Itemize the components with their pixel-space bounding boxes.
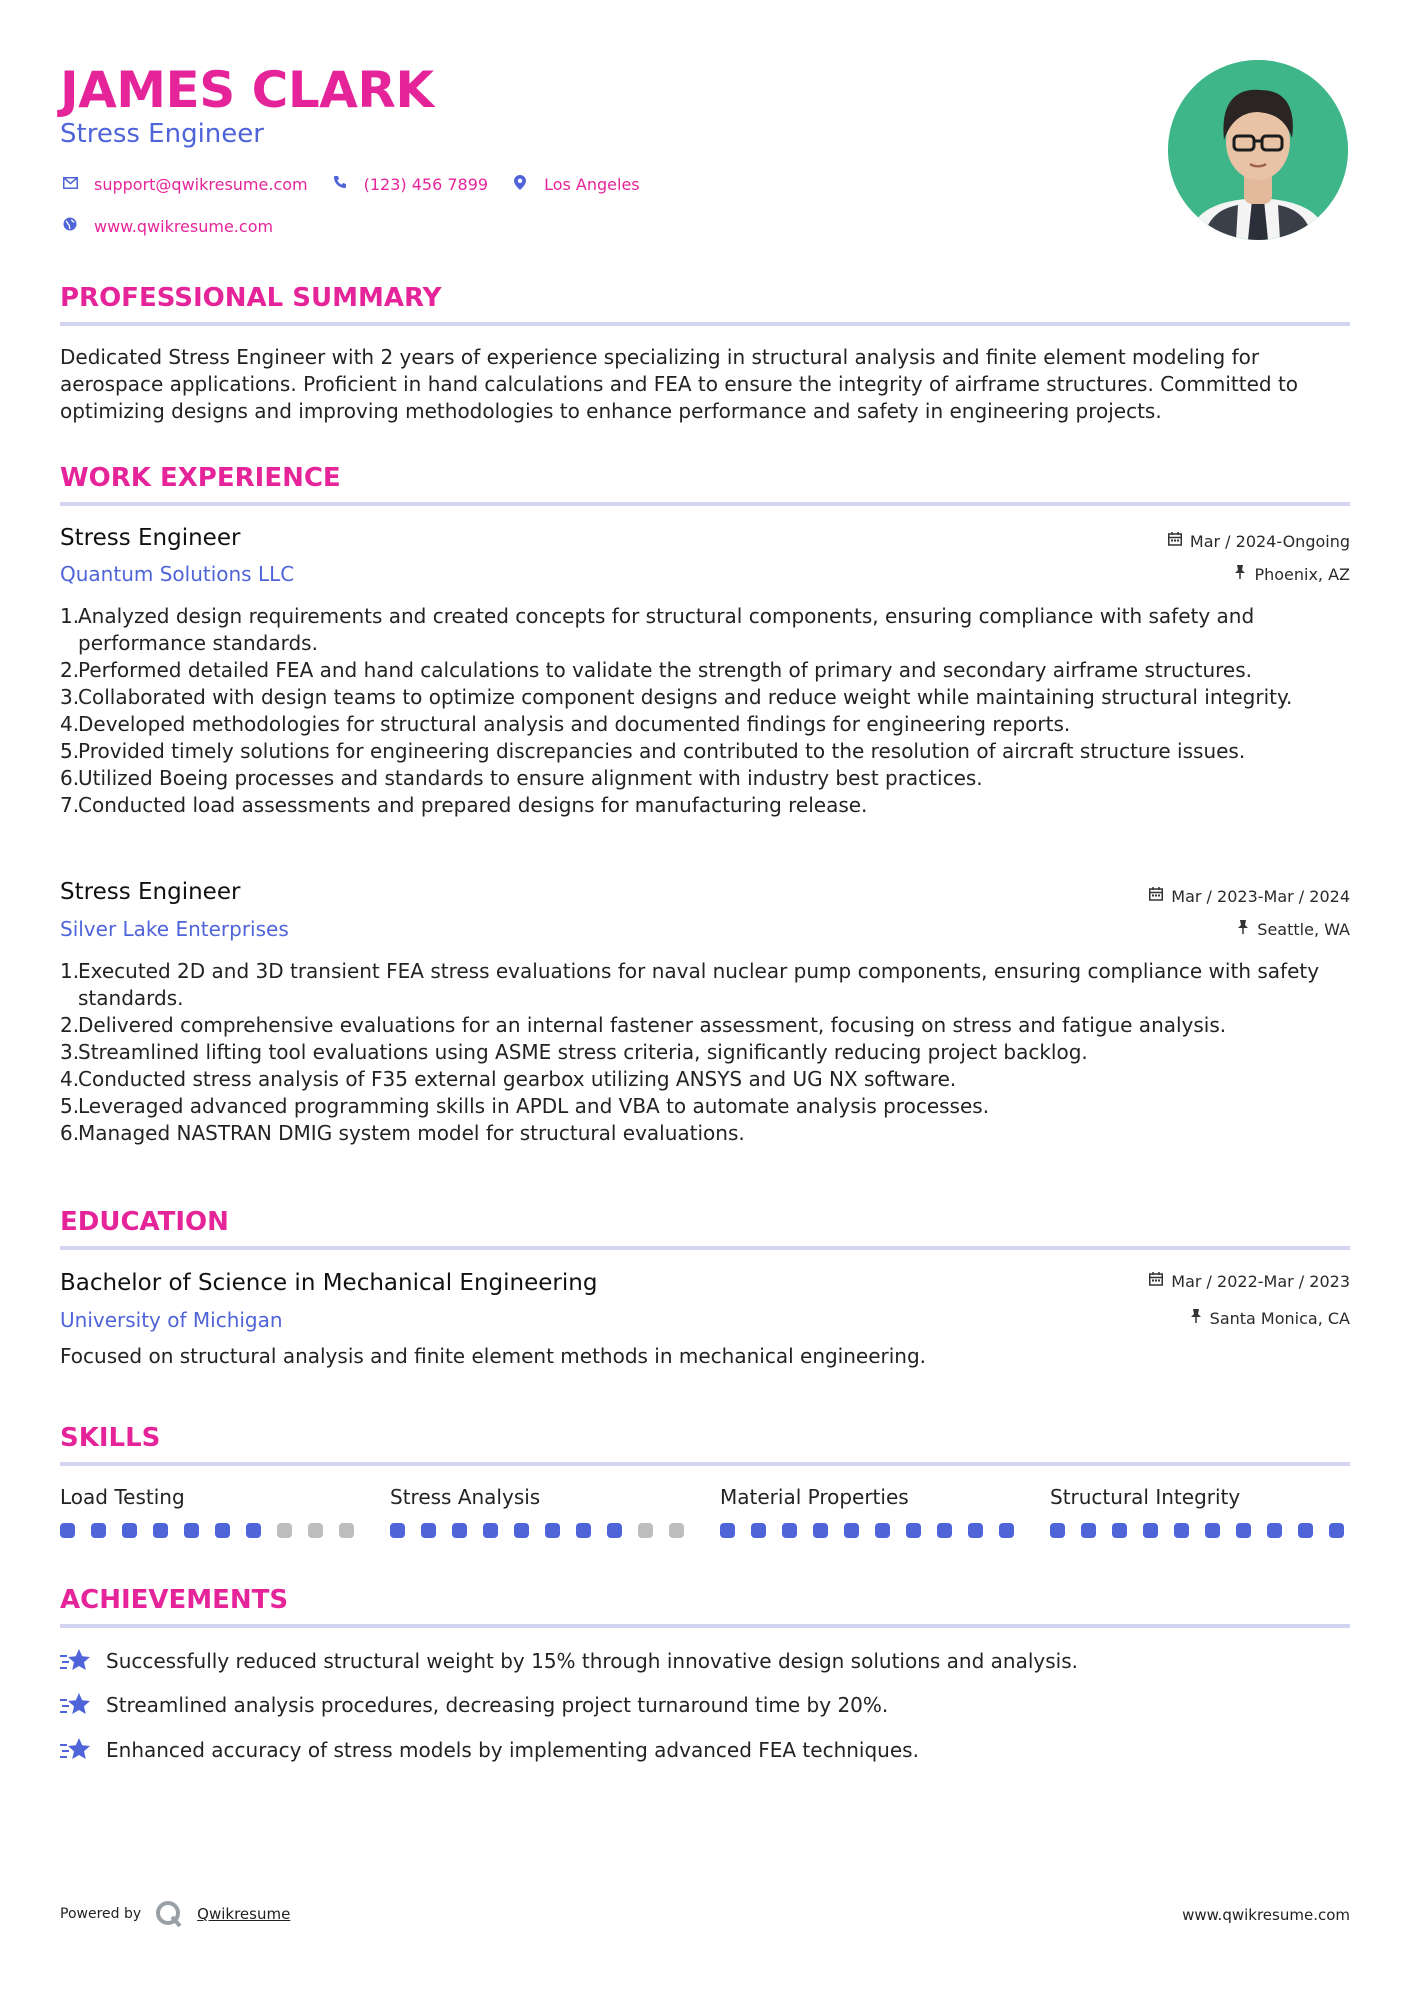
skill-dot-filled (906, 1523, 921, 1538)
list-item: 3. Streamlined lifting tool evaluations using ASME stress criteria, significantly reducing project backlog. (60, 1040, 1088, 1064)
map-pin-icon (510, 175, 530, 194)
achievement-text: Streamlined analysis procedures, decreasing project turnaround time by 20%. (106, 1693, 889, 1717)
brand-link[interactable]: Qwikresume (197, 1905, 291, 1923)
skill-dot-filled (1050, 1523, 1065, 1538)
skill-dot-filled (607, 1523, 622, 1538)
phone-text: (123) 456 7899 (363, 174, 489, 194)
achievement-item (60, 1736, 919, 1764)
achievement-item (60, 1647, 1078, 1675)
skill-dot-filled (1236, 1523, 1251, 1538)
list-item: 1. Executed 2D and 3D transient FEA stress evaluations for naval nuclear pump components, ensuring compliance with safety standards. (60, 959, 1320, 1010)
skill-dot-empty (339, 1523, 354, 1538)
list-item: 3. Collaborated with design teams to optimize component designs and reduce weight while maintaining structural integrity. (60, 685, 1293, 709)
skill-dot-filled (122, 1523, 137, 1538)
summary-heading: PROFESSIONAL SUMMARY (60, 283, 442, 313)
skill-dot-filled (1298, 1523, 1313, 1538)
job-dates-text: Mar / 2024-Ongoing (1189, 532, 1350, 551)
achievements-heading: ACHIEVEMENTS (60, 1585, 289, 1615)
skill-dot-empty (308, 1523, 323, 1538)
skill-rating (1050, 1523, 1350, 1538)
summary-divider (60, 322, 1350, 326)
footer-powered-by (60, 1900, 290, 1928)
job-bullets (60, 603, 1350, 819)
school-name: University of Michigan (60, 1308, 283, 1332)
skill-dot-filled (184, 1523, 199, 1538)
skill-dot-filled (246, 1523, 261, 1538)
skill-dot-filled (153, 1523, 168, 1538)
skill-dot-empty (638, 1523, 653, 1538)
skill-dot-filled (215, 1523, 230, 1538)
calendar-icon (1168, 531, 1182, 553)
job-location-text: Seattle, WA (1257, 920, 1350, 939)
degree-title: Bachelor of Science in Mechanical Engineering (60, 1270, 598, 1296)
job-location (1237, 919, 1350, 941)
skill-dot-filled (1174, 1523, 1189, 1538)
skill-dot-filled (1329, 1523, 1344, 1538)
achievements-divider (60, 1624, 1350, 1628)
skill-dot-filled (751, 1523, 766, 1538)
skill-dot-empty (669, 1523, 684, 1538)
list-item: 4. Conducted stress analysis of F35 external gearbox utilizing ANSYS and UG NX software. (60, 1067, 957, 1091)
skill-dot-empty (277, 1523, 292, 1538)
list-item: 4. Developed methodologies for structural analysis and documented findings for engineering reports. (60, 712, 1071, 736)
skill-name: Structural Integrity (1050, 1485, 1241, 1509)
skill-item (720, 1483, 1020, 1538)
experience-heading: WORK EXPERIENCE (60, 463, 341, 493)
skill-name: Material Properties (720, 1485, 909, 1509)
experience-divider (60, 502, 1350, 506)
skill-dot-filled (60, 1523, 75, 1538)
list-item: 1. Analyzed design requirements and created concepts for structural components, ensuring compliance with safety and performance standards. (60, 604, 1255, 655)
skill-dot-filled (576, 1523, 591, 1538)
contact-phone[interactable] (330, 175, 488, 194)
education-dates (1149, 1271, 1350, 1293)
skill-dot-filled (1267, 1523, 1282, 1538)
job-dates (1168, 531, 1350, 553)
powered-by-label: Powered by (60, 1906, 142, 1922)
skill-dot-filled (545, 1523, 560, 1538)
skills-heading: SKILLS (60, 1423, 161, 1453)
list-item: 6. Utilized Boeing processes and standards to ensure alignment with industry best practices. (60, 766, 983, 790)
star-icon (60, 1692, 92, 1718)
list-item: 2. Delivered comprehensive evaluations for an internal fastener assessment, focusing on stress and fatigue analysis. (60, 1013, 1227, 1037)
skill-dot-filled (483, 1523, 498, 1538)
skill-dot-filled (1112, 1523, 1127, 1538)
education-divider (60, 1246, 1350, 1250)
skill-dot-filled (844, 1523, 859, 1538)
qwikresume-logo-icon (155, 1900, 183, 1928)
contact-info (60, 172, 662, 238)
skill-name: Stress Analysis (390, 1485, 541, 1509)
skill-item (1050, 1483, 1350, 1538)
skill-dot-filled (968, 1523, 983, 1538)
list-item: 5. Leveraged advanced programming skills in APDL and VBA to automate analysis processes. (60, 1094, 990, 1118)
summary-text: Dedicated Stress Engineer with 2 years of experience specializing in structural analysis and finite element modeling for aerospace applications. Proficient in hand calculations and FEA to ensure the integrity of airframe structures. Committed to optimizing designs and improving methodologies to enhance performance and safety in engineering projects. (60, 345, 1299, 423)
star-icon (60, 1648, 92, 1674)
job-dates (1149, 886, 1350, 908)
job-company: Silver Lake Enterprises (60, 917, 289, 941)
skill-dot-filled (452, 1523, 467, 1538)
skill-rating (720, 1523, 1020, 1538)
candidate-name: JAMES CLARK (60, 61, 434, 119)
profile-photo (1168, 60, 1348, 240)
education-heading: EDUCATION (60, 1207, 229, 1237)
education-location (1190, 1308, 1350, 1330)
list-item: 7. Conducted load assessments and prepared designs for manufacturing release. (60, 793, 868, 817)
skill-dot-filled (1205, 1523, 1220, 1538)
education-location-text: Santa Monica, CA (1209, 1309, 1350, 1328)
website-text: www.qwikresume.com (94, 216, 274, 236)
skill-dot-filled (390, 1523, 405, 1538)
contact-email[interactable] (60, 175, 308, 194)
education-dates-text: Mar / 2022-Mar / 2023 (1171, 1272, 1350, 1291)
email-text: support@qwikresume.com (94, 174, 308, 194)
contact-location (510, 175, 640, 194)
list-item: 6. Managed NASTRAN DMIG system model for structural evaluations. (60, 1121, 745, 1145)
globe-icon (60, 217, 80, 235)
contact-website[interactable] (60, 217, 273, 236)
calendar-icon (1149, 1271, 1163, 1293)
phone-icon (330, 175, 350, 193)
job-dates-text: Mar / 2023-Mar / 2024 (1171, 887, 1350, 906)
job-bullets (60, 958, 1350, 1147)
skill-dot-filled (813, 1523, 828, 1538)
skill-dot-filled (720, 1523, 735, 1538)
list-item: 5. Provided timely solutions for engineering discrepancies and contributed to the resolution of aircraft structure issues. (60, 739, 1246, 763)
skill-item (390, 1483, 690, 1538)
job-title: Stress Engineer (60, 879, 241, 905)
skill-dot-filled (875, 1523, 890, 1538)
skill-dot-filled (421, 1523, 436, 1538)
skill-item (60, 1483, 360, 1538)
skill-rating (60, 1523, 360, 1538)
skill-dot-filled (514, 1523, 529, 1538)
pushpin-icon (1234, 564, 1246, 586)
job-location (1234, 564, 1350, 586)
calendar-icon (1149, 886, 1163, 908)
achievement-text: Successfully reduced structural weight by 15% through innovative design solutions and analysis. (106, 1649, 1078, 1673)
skill-dot-filled (782, 1523, 797, 1538)
achievement-item (60, 1691, 888, 1719)
skill-dot-filled (1143, 1523, 1158, 1538)
skill-rating (390, 1523, 690, 1538)
envelope-icon (60, 175, 80, 193)
skill-dot-filled (999, 1523, 1014, 1538)
job-company: Quantum Solutions LLC (60, 562, 295, 586)
candidate-role: Stress Engineer (60, 119, 264, 149)
skills-divider (60, 1462, 1350, 1466)
list-item: 2. Performed detailed FEA and hand calculations to validate the strength of primary and secondary airframe structures. (60, 658, 1252, 682)
pushpin-icon (1190, 1308, 1202, 1330)
job-location-text: Phoenix, AZ (1254, 565, 1350, 584)
location-text: Los Angeles (544, 174, 640, 194)
job-title: Stress Engineer (60, 525, 241, 551)
footer-website[interactable]: www.qwikresume.com (1182, 1906, 1350, 1924)
skill-dot-filled (937, 1523, 952, 1538)
skill-dot-filled (1081, 1523, 1096, 1538)
resume-page (60, 0, 1350, 1990)
skill-dot-filled (91, 1523, 106, 1538)
achievement-text: Enhanced accuracy of stress models by implementing advanced FEA techniques. (106, 1738, 919, 1762)
star-icon (60, 1737, 92, 1763)
pushpin-icon (1237, 919, 1249, 941)
education-description: Focused on structural analysis and finite element methods in mechanical engineering. (60, 1344, 927, 1368)
skill-name: Load Testing (60, 1485, 185, 1509)
